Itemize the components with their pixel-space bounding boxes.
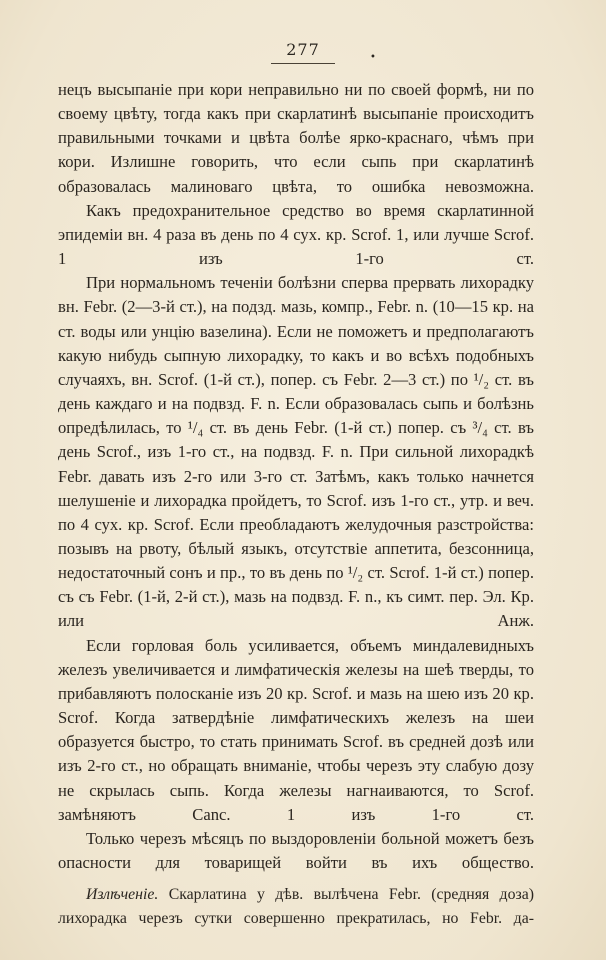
paragraph-recovery: Только черезъ мѣсяцъ по выздоровленіи больной можетъ безъ опасности для товарищей войти въ ихъ общество. bbox=[58, 828, 534, 872]
paragraph-throat: Если горловая боль усиливается, объемъ миндалевидныхъ железъ увеличивается и лимфатическія железы на шеѣ тверды, то прибавляютъ полосканіе изъ 20 кр. Scrof. и мазь на шею изъ 20 кр. Scrof. Когда затвердѣніе лимфатическихъ железъ на шеи образуется быстро, то стать принимать Scrof. въ средней дозѣ или изъ 2-го ст., но обращать вниманіе, чтобы черезъ эту слабую дозу не скрылась сыпь. Когда железы нагнаиваются, то Scrof. замѣняютъ Canc. 1 изъ 1-го ст. bbox=[58, 635, 534, 824]
ink-dot-mark: • bbox=[370, 52, 376, 63]
paragraph-treatment: При нормальномъ теченіи болѣзни сперва прервать лихорадку вн. Febr. (2—3-й ст.), на подзд. мазь, компр., Febr. n. (10—15 кр. на ст. воды или унцію вазелина). Если не поможетъ и предполагаютъ какую нибудь сыпную лихорадку, то какъ и во всѣхъ подобныхъ случаяхъ, вн. Scrof. (1-й ст.), попер. съ Febr. 2—3 ст.) по ¹/₂ ст. въ день каждаго и на подвзд. F. n. Если образовалась сыпь и болѣзнь опредѣлилась, то ¹/₄ ст. въ день Febr. (1-й ст.) попер. съ ³/₄ ст. въ день Scrof., изъ 1-го ст., на подвзд. F. n. При сильной лихорадкѣ Febr. давать изъ 2-го или 3-го ст. Затѣмъ, какъ только начнется шелушеніе и лихорадка пройдетъ, то Scrof. изъ 1-го ст., утр. и веч. по 4 сух. кр. Scrof. Если преобладаютъ желудочныя разстройства: позывъ на рвоту, бѣлый языкъ, отсутствіе аппетита, безсонница, недостаточный сонъ и пр., то въ день по ¹/₂ ст. Scrof. 1-й ст.) попер. съ съ Febr. (1-й, 2-й ст.), мазь на подвзд. F. n., къ симт. пер. Эл. Кр. или Анж. bbox=[58, 273, 534, 631]
paragraph-prevention: Какъ предохранительное средство во время скарлатинной эпидеміи вн. 4 раза въ день по 4 сух. кр. Scrof. 1, или лучше Scrof. 1 изъ 1-го ст. bbox=[58, 200, 534, 269]
case-note-text: Скарлатина у дѣв. вылѣчена Febr. (средняя доза) лихорадка черезъ сутки совершенно прекратилась, но Febr. да- bbox=[58, 886, 535, 928]
page-body bbox=[58, 78, 534, 931]
page-number: 277 bbox=[286, 40, 320, 59]
case-note-label: Излѣченіе. bbox=[86, 886, 159, 904]
page-header bbox=[0, 40, 606, 64]
paragraph-continued: нецъ высыпаніе при кори неправильно ни по своей формѣ, ни по своему цвѣту, тогда какъ при скарлатинѣ высыпаніе происходитъ правильными точками и цвѣта болѣе ярко-краснаго, чѣмъ при кори. Излишне говорить, что если сыпь при скарлатинѣ образовалась малиноваго цвѣта, то ошибка невозможна. bbox=[58, 80, 534, 196]
case-note bbox=[58, 883, 534, 931]
header-rule bbox=[271, 63, 335, 64]
